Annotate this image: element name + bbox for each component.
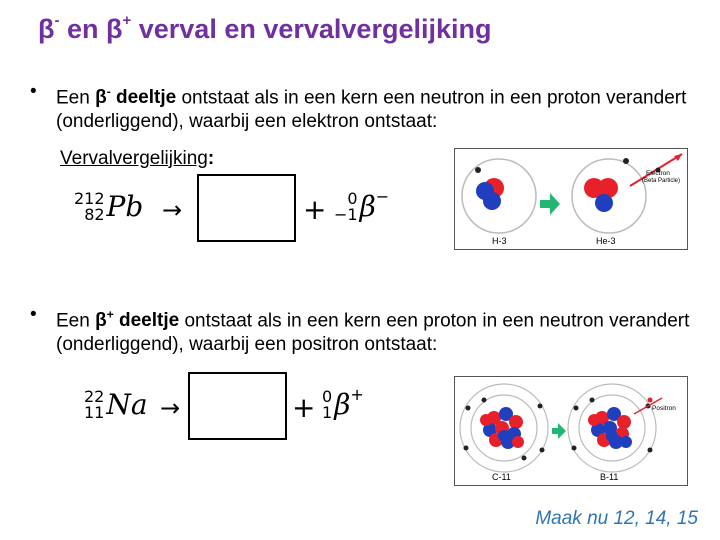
bullet-dot: •: [30, 304, 37, 325]
eq1-answer-box[interactable]: [197, 174, 296, 242]
c11-label: C-11: [492, 472, 511, 482]
eq1-symbol: Pb: [106, 190, 144, 223]
eq2-plus: +: [292, 391, 316, 424]
he3-label: He-3: [596, 236, 616, 246]
eq2-mass-number: 22: [84, 386, 105, 406]
eq1-beta-charge: −1: [334, 204, 358, 224]
formula-label: Vervalvergelijking:: [60, 148, 215, 169]
eq2-beta-mass: 0: [322, 386, 333, 406]
b11-label: B-11: [600, 472, 619, 482]
bullet-beta-minus: [30, 80, 700, 134]
beta-plus-decay-diagram: [454, 376, 688, 486]
eq1-parent-nucleus: [74, 190, 143, 223]
beta-particle-label: (Beta Particle): [642, 178, 681, 184]
eq2-beta-particle: 0 1 β +: [322, 385, 364, 422]
beta-minus-decay-diagram: [454, 148, 688, 250]
eq2-beta-charge: 1: [322, 402, 333, 422]
eq1-atomic-number: 82: [84, 204, 105, 224]
eq2-beta-symbol: β: [334, 388, 351, 421]
h3-label: H-3: [492, 236, 507, 246]
eq2-atomic-number: 11: [84, 402, 105, 422]
eq1-plus: +: [303, 193, 327, 226]
bullet-beta-minus-text: Een β- deeltje ontstaat als in een kern een neutron in een proton verandert (onderliggend), waarbij een elektron ontstaat:: [56, 85, 687, 133]
eq1-mass-number: 212: [74, 188, 105, 208]
eq1-arrow: →: [162, 196, 183, 224]
eq1-beta-mass: 0: [347, 188, 358, 208]
bullet-dot: •: [30, 81, 37, 102]
eq2-symbol: Na: [106, 388, 148, 421]
homework-note: Maak nu 12, 14, 15: [535, 508, 698, 529]
electron-label: Electron: [646, 170, 670, 177]
eq2-parent-nucleus: [84, 388, 148, 421]
bullet-beta-plus: [30, 303, 700, 357]
eq2-arrow: →: [160, 394, 181, 422]
eq1-beta-symbol: β: [359, 190, 376, 223]
eq2-answer-box[interactable]: [188, 372, 287, 440]
eq1-beta-particle: 0 −1 β −: [334, 187, 390, 224]
positron-label: Positron: [652, 405, 676, 412]
bullet-beta-plus-text: Een β+ deeltje ontstaat als in een kern een proton in een neutron verandert (onderliggend), waarbij een positron ontstaat:: [56, 308, 690, 356]
slide-title: β- en β+ verval en vervalvergelijking: [38, 12, 492, 44]
